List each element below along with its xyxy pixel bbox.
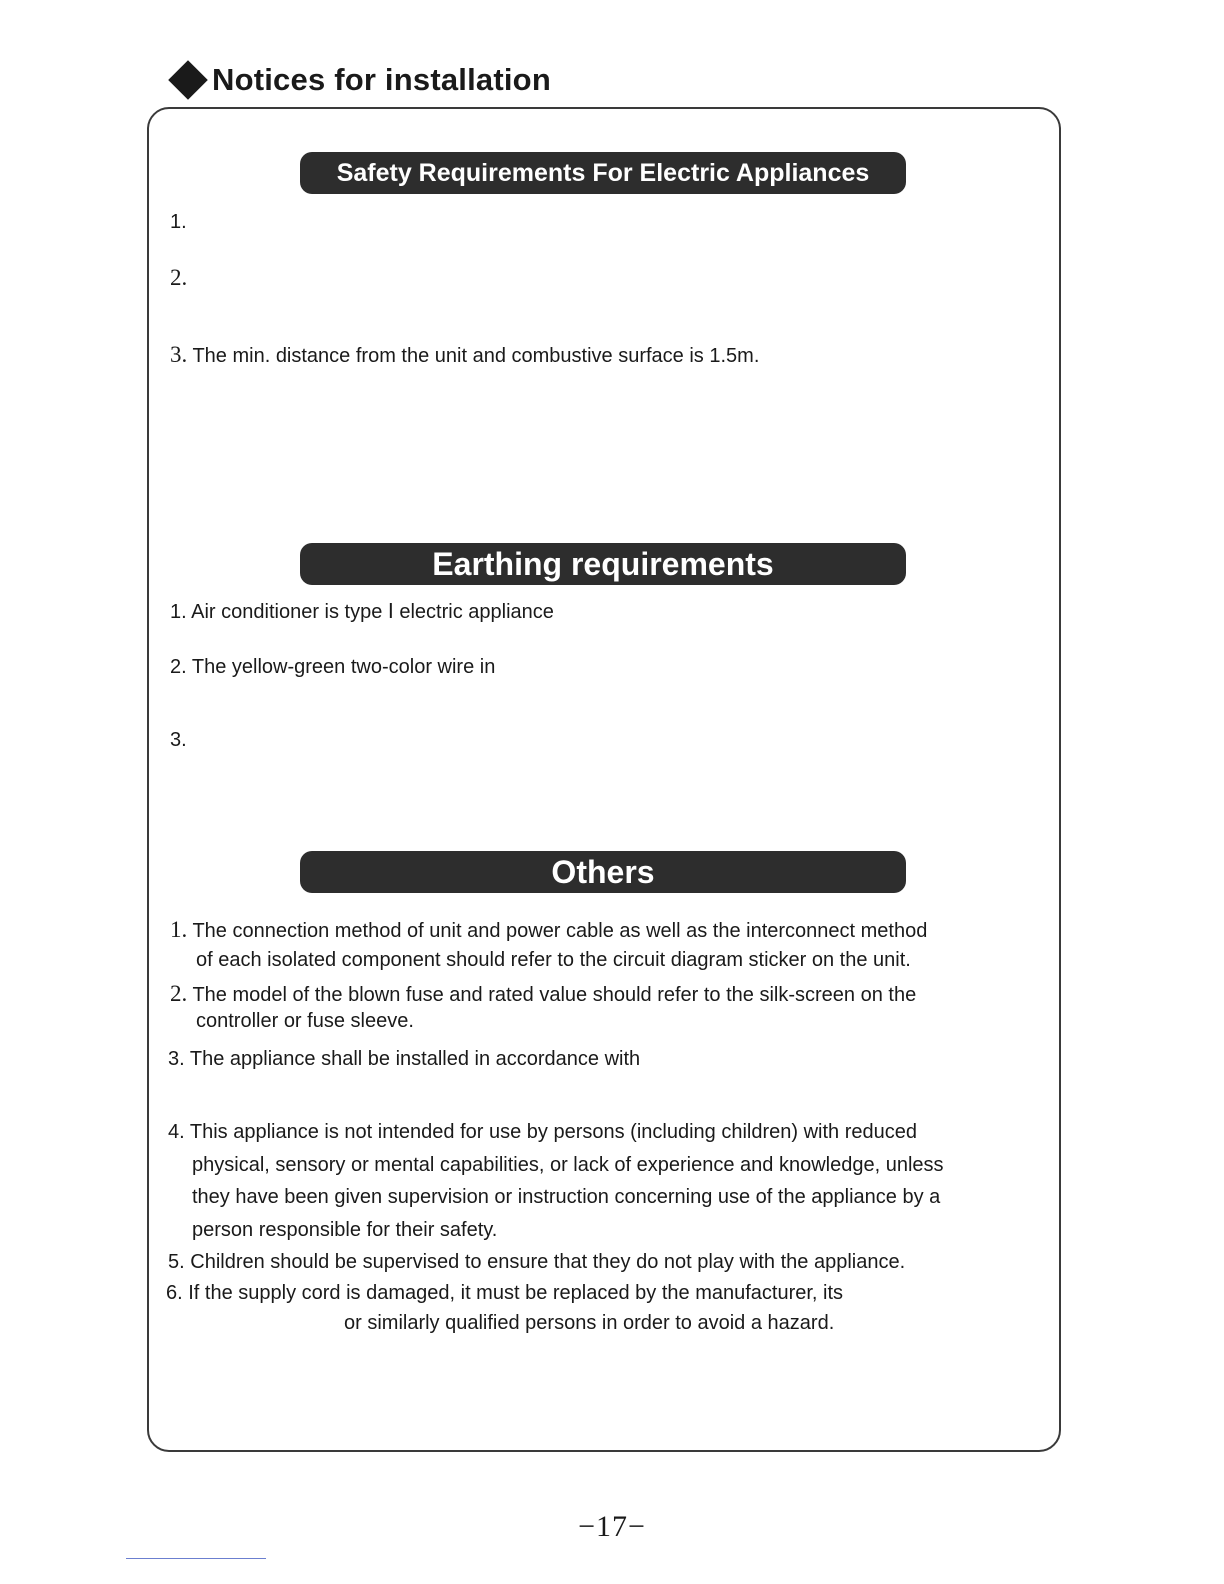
others-item-1 — [170, 914, 927, 947]
safety-item-2 — [170, 262, 187, 295]
others-item-1-number: 1. — [170, 917, 188, 942]
earthing-item-2-text: The yellow-green two-color wire in — [191, 656, 496, 678]
page-title-text: Notices for installation — [212, 62, 551, 97]
others-item-1-line-1: The connection method of unit and power cable as well as the interconnect method — [192, 920, 928, 942]
others-item-3-number: 3. — [168, 1048, 185, 1070]
others-item-1-line-2: of each isolated component should refer to the circuit diagram sticker on the unit. — [196, 949, 911, 971]
footer-rule — [126, 1558, 266, 1559]
safety-item-3 — [170, 339, 759, 372]
page-title — [168, 58, 551, 102]
others-item-4-line-2: physical, sensory or mental capabilities, or lack of experience and knowledge, unless — [192, 1154, 944, 1176]
earthing-heading: Earthing requirements — [300, 543, 906, 585]
others-item-3 — [168, 1043, 640, 1075]
earthing-item-2-number: 2. — [170, 656, 187, 678]
others-item-6-line-2: or similarly qualified persons in order to avoid a hazard. — [344, 1312, 835, 1334]
others-item-4-line-4: person responsible for their safety. — [192, 1219, 498, 1241]
others-item-4-number: 4. — [168, 1121, 185, 1143]
others-item-6 — [166, 1277, 843, 1309]
page-number: −17− — [578, 1510, 646, 1543]
earthing-item-1-number: 1. — [170, 601, 187, 623]
earthing-item-3 — [170, 724, 187, 756]
earthing-item-2 — [170, 651, 495, 683]
safety-item-2-number: 2. — [170, 265, 188, 290]
earthing-item-1-text: Air conditioner is type Ⅰ electric appliance — [191, 601, 554, 623]
others-item-5 — [168, 1246, 905, 1278]
others-item-6-number: 6. — [166, 1282, 183, 1304]
others-item-6-line-1: If the supply cord is damaged, it must be replaced by the manufacturer, its — [188, 1282, 844, 1304]
safety-item-1-number: 1. — [170, 211, 187, 233]
others-item-2-line-1: The model of the blown fuse and rated value should refer to the silk-screen on the — [192, 984, 917, 1006]
others-item-5-number: 5. — [168, 1251, 185, 1273]
safety-item-1 — [170, 206, 187, 238]
others-item-2-line-2: controller or fuse sleeve. — [196, 1010, 414, 1032]
others-item-4 — [168, 1116, 917, 1148]
safety-item-3-text: The min. distance from the unit and combustive surface is 1.5m. — [192, 345, 760, 367]
others-item-3-line-1: The appliance shall be installed in accordance with — [189, 1048, 641, 1070]
others-item-2-number: 2. — [170, 981, 188, 1006]
others-item-5-line-1: Children should be supervised to ensure that they do not play with the appliance. — [190, 1251, 906, 1273]
diamond-bullet-icon — [168, 60, 208, 100]
earthing-item-1 — [170, 596, 554, 628]
safety-heading: Safety Requirements For Electric Appliances — [300, 152, 906, 194]
others-heading: Others — [300, 851, 906, 893]
others-item-4-line-3: they have been given supervision or instruction concerning use of the appliance by a — [192, 1186, 941, 1208]
safety-item-3-number: 3. — [170, 342, 188, 367]
others-item-4-line-1: This appliance is not intended for use by persons (including children) with reduced — [189, 1121, 917, 1143]
earthing-item-3-number: 3. — [170, 729, 187, 751]
